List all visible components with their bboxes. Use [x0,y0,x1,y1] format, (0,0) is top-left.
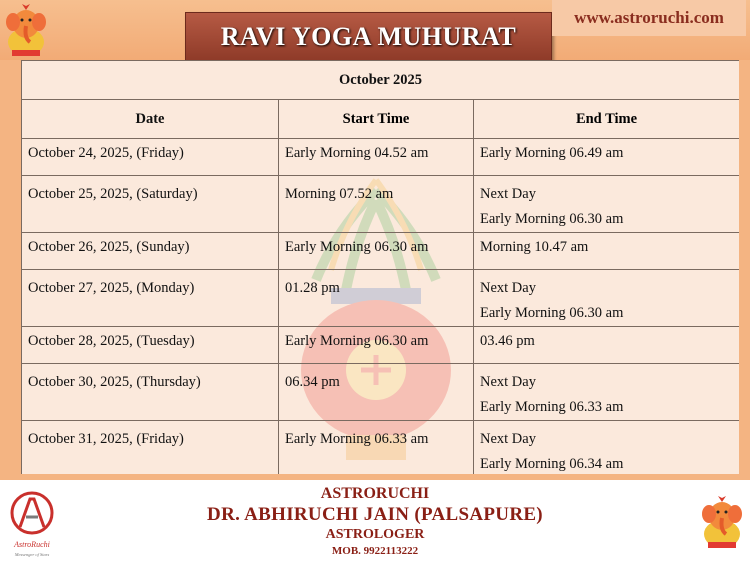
month-row [22,61,740,100]
end-time-cell [474,327,740,364]
table-row [22,139,740,176]
end-time-cell [474,233,740,270]
ganesh-icon [700,494,744,550]
start-time-cell: 01.28 pm [279,270,474,327]
end-time-line: Next Day [480,186,536,202]
table-row [22,421,740,475]
column-header-start-time: Start Time [279,100,474,139]
footer-info [160,484,590,558]
table-row [22,327,740,364]
start-time-cell: Morning 07.52 am [279,176,474,233]
logo-text: AstroRuchi [14,540,50,549]
logo-tagline: Messenger of Stars [14,552,50,557]
table-row [22,233,740,270]
date-cell: October 30, 2025, (Thursday) [22,364,279,421]
column-header-date: Date [22,100,279,139]
date-cell: October 24, 2025, (Friday) [22,139,279,176]
table-row [22,270,740,327]
end-time-line: Morning 10.47 am [480,239,589,255]
column-header-end-time: End Time [474,100,740,139]
end-time-cell [474,421,740,475]
footer-brand: ASTRORUCHI [320,485,430,502]
table-header-row [22,100,740,139]
end-time-line: Next Day [480,280,536,296]
start-time-cell: Early Morning 06.30 am [279,327,474,364]
end-time-line: Early Morning 06.30 am [480,211,624,227]
end-time-cell [474,176,740,233]
end-time-line: Next Day [480,374,536,390]
end-time-line: Early Morning 06.49 am [480,145,624,161]
end-time-line: Early Morning 06.33 am [480,399,624,415]
date-cell: October 28, 2025, (Tuesday) [22,327,279,364]
start-time-cell: Early Morning 04.52 am [279,139,474,176]
footer-astrologer-name: DR. ABHIRUCHI JAIN (PALSAPURE) [207,504,543,525]
muhurat-table-container [21,60,739,474]
website-link[interactable]: www.astroruchi.com [552,0,746,36]
footer-mobile: MOB. 9922113222 [331,545,419,557]
end-time-cell [474,139,740,176]
month-heading: October 2025 [22,61,740,100]
date-cell: October 27, 2025, (Monday) [22,270,279,327]
table-row [22,176,740,233]
table-row [22,364,740,421]
title-banner [185,12,552,62]
date-cell: October 26, 2025, (Sunday) [22,233,279,270]
page-title: RAVI YOGA MUHURAT [220,22,517,51]
start-time-cell: 06.34 pm [279,364,474,421]
start-time-cell: Early Morning 06.30 am [279,233,474,270]
muhurat-table [21,60,739,474]
end-time-line: 03.46 pm [480,333,535,349]
end-time-cell [474,364,740,421]
end-time-cell [474,270,740,327]
footer-role: ASTROLOGER [325,527,425,542]
date-cell: October 31, 2025, (Friday) [22,421,279,475]
end-time-line: Next Day [480,431,536,447]
end-time-line: Early Morning 06.30 am [480,305,624,321]
end-time-line: Early Morning 06.34 am [480,456,624,472]
ganesh-icon [4,2,48,58]
start-time-cell: Early Morning 06.33 am [279,421,474,475]
date-cell: October 25, 2025, (Saturday) [22,176,279,233]
astroruchi-logo-icon [4,487,60,559]
